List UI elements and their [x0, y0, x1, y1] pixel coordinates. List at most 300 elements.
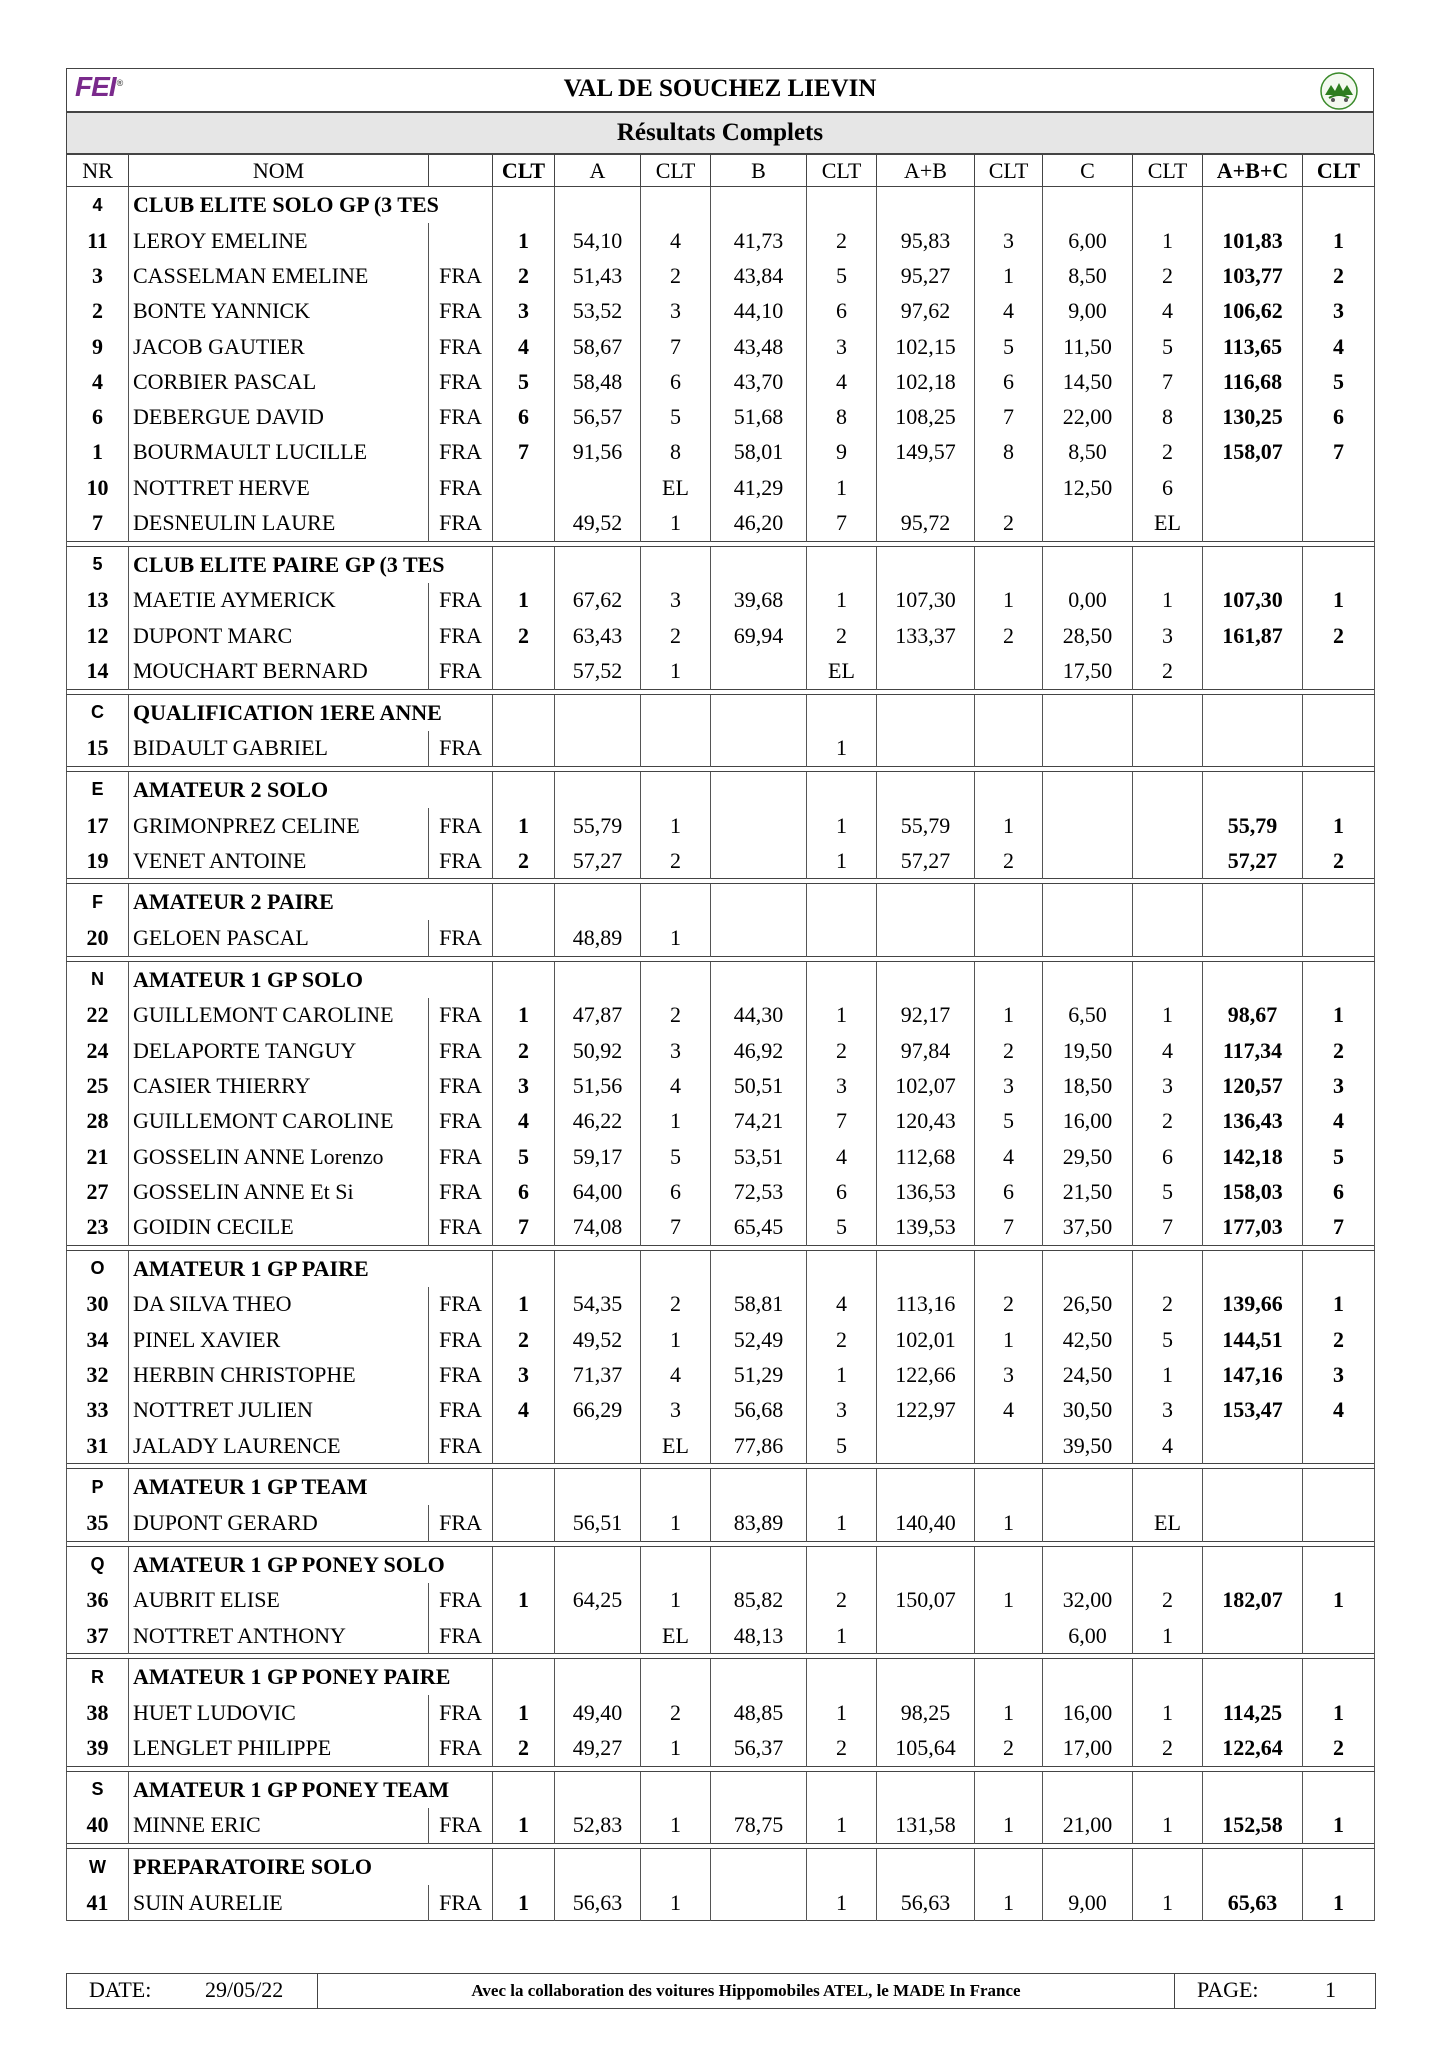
- cell-name: NOTTRET ANTHONY: [129, 1618, 429, 1654]
- empty-cell: [641, 1849, 711, 1886]
- cell-a: 56,57: [555, 399, 641, 434]
- group-code: R: [67, 1659, 129, 1696]
- empty-cell: [975, 1659, 1043, 1696]
- empty-cell: [1303, 1250, 1375, 1287]
- cell-clt-a: 4: [641, 223, 711, 258]
- cell-clt-ab: 3: [975, 1357, 1043, 1392]
- cell-clt-b: 3: [807, 1393, 877, 1428]
- cell-b: 83,89: [711, 1505, 807, 1541]
- empty-cell: [493, 694, 555, 731]
- cell-clt-b: 1: [807, 1885, 877, 1921]
- table-row: [67, 1104, 1375, 1139]
- cell-clt-b: 7: [807, 1104, 877, 1139]
- cell-c: [1043, 731, 1133, 767]
- table-row: [67, 1139, 1375, 1174]
- group-header-row: [67, 546, 1375, 583]
- cell-total: 139,66: [1203, 1287, 1303, 1322]
- cell-total: 152,58: [1203, 1808, 1303, 1844]
- cell-clt-total: 5: [1303, 1139, 1375, 1174]
- cell-clt-final: [493, 1428, 555, 1464]
- cell-clt-ab: 5: [975, 329, 1043, 364]
- empty-cell: [1203, 961, 1303, 998]
- table-row: [67, 653, 1375, 689]
- empty-cell: [1303, 961, 1375, 998]
- empty-cell: [877, 694, 975, 731]
- empty-cell: [877, 771, 975, 808]
- table-row: [67, 583, 1375, 618]
- cell-a-plus-b: 95,27: [877, 258, 975, 293]
- cell-clt-b: 5: [807, 1428, 877, 1464]
- cell-b: 46,92: [711, 1033, 807, 1068]
- group-header-row: [67, 1469, 1375, 1506]
- cell-clt-b: 1: [807, 808, 877, 843]
- empty-cell: [975, 1849, 1043, 1886]
- group-code: P: [67, 1469, 129, 1506]
- empty-cell: [493, 961, 555, 998]
- cell-clt-total: 1: [1303, 1583, 1375, 1618]
- cell-a: 56,63: [555, 1885, 641, 1921]
- group-name: CLUB ELITE PAIRE GP (3 TES: [129, 546, 493, 583]
- cell-nation: FRA: [429, 920, 493, 956]
- cell-a: [555, 1428, 641, 1464]
- cell-clt-ab: 1: [975, 583, 1043, 618]
- cell-clt-a: 6: [641, 364, 711, 399]
- cell-nation: FRA: [429, 505, 493, 541]
- cell-clt-total: [1303, 920, 1375, 956]
- cell-total: [1203, 505, 1303, 541]
- col-header-clt-total: CLT: [1303, 155, 1375, 187]
- col-header-nom: NOM: [129, 155, 429, 187]
- cell-clt-a: 1: [641, 1731, 711, 1767]
- cell-c: 29,50: [1043, 1139, 1133, 1174]
- cell-a-plus-b: 112,68: [877, 1139, 975, 1174]
- cell-clt-a: 1: [641, 1583, 711, 1618]
- cell-c: 30,50: [1043, 1393, 1133, 1428]
- cell-clt-c: 2: [1133, 1104, 1203, 1139]
- cell-clt-ab: 1: [975, 808, 1043, 843]
- cell-clt-total: 6: [1303, 399, 1375, 434]
- empty-cell: [877, 1546, 975, 1583]
- empty-cell: [975, 1250, 1043, 1287]
- cell-a: 58,48: [555, 364, 641, 399]
- cell-nation: FRA: [429, 1885, 493, 1921]
- cell-total: [1203, 1505, 1303, 1541]
- cell-clt-ab: 5: [975, 1104, 1043, 1139]
- cell-name: LENGLET PHILIPPE: [129, 1731, 429, 1767]
- cell-c: 9,00: [1043, 1885, 1133, 1921]
- cell-nation: FRA: [429, 1357, 493, 1392]
- cell-a: 64,25: [555, 1583, 641, 1618]
- table-row: [67, 1068, 1375, 1103]
- empty-cell: [641, 1771, 711, 1808]
- column-headers: [67, 155, 1375, 187]
- federation-emblem-icon: [1319, 71, 1359, 111]
- empty-cell: [555, 771, 641, 808]
- cell-clt-final: 5: [493, 364, 555, 399]
- cell-c: 6,00: [1043, 1618, 1133, 1654]
- cell-clt-a: 1: [641, 808, 711, 843]
- empty-cell: [493, 771, 555, 808]
- cell-clt-ab: [975, 1428, 1043, 1464]
- cell-clt-ab: 1: [975, 1505, 1043, 1541]
- empty-cell: [555, 1771, 641, 1808]
- cell-clt-final: [493, 1505, 555, 1541]
- group-name: AMATEUR 1 GP SOLO: [129, 961, 493, 998]
- cell-name: CASIER THIERRY: [129, 1068, 429, 1103]
- col-header-clt-ab: CLT: [975, 155, 1043, 187]
- cell-clt-b: 2: [807, 1033, 877, 1068]
- cell-name: NOTTRET HERVE: [129, 470, 429, 505]
- empty-cell: [1043, 771, 1133, 808]
- cell-clt-b: 2: [807, 1583, 877, 1618]
- cell-name: HERBIN CHRISTOPHE: [129, 1357, 429, 1392]
- cell-clt-b: 5: [807, 258, 877, 293]
- empty-cell: [711, 1250, 807, 1287]
- empty-cell: [493, 1469, 555, 1506]
- empty-cell: [711, 1546, 807, 1583]
- cell-a: 46,22: [555, 1104, 641, 1139]
- table-row: [67, 1808, 1375, 1844]
- cell-name: CORBIER PASCAL: [129, 364, 429, 399]
- cell-b: 48,13: [711, 1618, 807, 1654]
- col-header-total: A+B+C: [1203, 155, 1303, 187]
- empty-cell: [807, 1771, 877, 1808]
- cell-clt-ab: 1: [975, 258, 1043, 293]
- cell-clt-ab: 1: [975, 998, 1043, 1033]
- cell-clt-b: 1: [807, 1357, 877, 1392]
- group-code: F: [67, 884, 129, 921]
- col-header-c: C: [1043, 155, 1133, 187]
- empty-cell: [1203, 1546, 1303, 1583]
- group-code: C: [67, 694, 129, 731]
- cell-clt-c: [1133, 731, 1203, 767]
- cell-nr: 35: [67, 1505, 129, 1541]
- cell-clt-c: EL: [1133, 505, 1203, 541]
- cell-a-plus-b: 122,97: [877, 1393, 975, 1428]
- empty-cell: [877, 1771, 975, 1808]
- cell-c: 8,50: [1043, 258, 1133, 293]
- cell-total: 142,18: [1203, 1139, 1303, 1174]
- cell-name: CASSELMAN EMELINE: [129, 258, 429, 293]
- cell-c: 14,50: [1043, 364, 1133, 399]
- cell-nr: 7: [67, 505, 129, 541]
- date-label: DATE:: [89, 1977, 152, 2002]
- empty-cell: [877, 1849, 975, 1886]
- cell-a-plus-b: 95,83: [877, 223, 975, 258]
- empty-cell: [877, 1469, 975, 1506]
- cell-clt-total: 1: [1303, 1287, 1375, 1322]
- empty-cell: [1043, 187, 1133, 224]
- empty-cell: [493, 1849, 555, 1886]
- cell-nr: 11: [67, 223, 129, 258]
- cell-nr: 28: [67, 1104, 129, 1139]
- table-row: [67, 470, 1375, 505]
- cell-total: [1203, 470, 1303, 505]
- cell-clt-ab: 1: [975, 1695, 1043, 1730]
- cell-a: 64,00: [555, 1174, 641, 1209]
- cell-nr: 9: [67, 329, 129, 364]
- cell-clt-total: 4: [1303, 1393, 1375, 1428]
- empty-cell: [711, 1659, 807, 1696]
- cell-clt-a: EL: [641, 1618, 711, 1654]
- empty-cell: [877, 884, 975, 921]
- cell-clt-total: 1: [1303, 583, 1375, 618]
- group-code: Q: [67, 1546, 129, 1583]
- empty-cell: [493, 187, 555, 224]
- cell-clt-ab: 1: [975, 1885, 1043, 1921]
- empty-cell: [493, 1250, 555, 1287]
- footer-date: [67, 1974, 318, 2008]
- cell-a-plus-b: 140,40: [877, 1505, 975, 1541]
- cell-c: 18,50: [1043, 1068, 1133, 1103]
- cell-a: 55,79: [555, 808, 641, 843]
- cell-clt-ab: [975, 731, 1043, 767]
- cell-clt-ab: 2: [975, 618, 1043, 653]
- empty-cell: [807, 187, 877, 224]
- empty-cell: [1303, 1849, 1375, 1886]
- cell-clt-a: 1: [641, 1322, 711, 1357]
- cell-clt-a: 3: [641, 294, 711, 329]
- empty-cell: [555, 1659, 641, 1696]
- empty-cell: [641, 884, 711, 921]
- cell-name: GOSSELIN ANNE Et Si: [129, 1174, 429, 1209]
- cell-c: 21,50: [1043, 1174, 1133, 1209]
- cell-total: 114,25: [1203, 1695, 1303, 1730]
- cell-name: PINEL XAVIER: [129, 1322, 429, 1357]
- cell-clt-final: 6: [493, 399, 555, 434]
- cell-name: GOIDIN CECILE: [129, 1210, 429, 1246]
- cell-c: 26,50: [1043, 1287, 1133, 1322]
- cell-c: 6,50: [1043, 998, 1133, 1033]
- cell-c: 22,00: [1043, 399, 1133, 434]
- cell-nr: 39: [67, 1731, 129, 1767]
- cell-a: [555, 470, 641, 505]
- cell-nr: 12: [67, 618, 129, 653]
- footer-note: Avec la collaboration des voitures Hippomobiles ATEL, le MADE In France: [471, 1981, 1021, 2000]
- cell-clt-total: 2: [1303, 843, 1375, 879]
- empty-cell: [555, 1546, 641, 1583]
- cell-name: JACOB GAUTIER: [129, 329, 429, 364]
- cell-b: [711, 653, 807, 689]
- table-row: [67, 294, 1375, 329]
- empty-cell: [1043, 694, 1133, 731]
- cell-clt-a: 2: [641, 618, 711, 653]
- empty-cell: [641, 546, 711, 583]
- cell-a-plus-b: 149,57: [877, 435, 975, 470]
- cell-a-plus-b: [877, 470, 975, 505]
- cell-total: 98,67: [1203, 998, 1303, 1033]
- cell-a-plus-b: 120,43: [877, 1104, 975, 1139]
- empty-cell: [975, 1469, 1043, 1506]
- cell-clt-final: [493, 505, 555, 541]
- empty-cell: [975, 546, 1043, 583]
- cell-a: 91,56: [555, 435, 641, 470]
- group-name: AMATEUR 1 GP PONEY TEAM: [129, 1771, 493, 1808]
- empty-cell: [1303, 1659, 1375, 1696]
- cell-nr: 20: [67, 920, 129, 956]
- empty-cell: [1043, 1469, 1133, 1506]
- cell-clt-ab: 4: [975, 1393, 1043, 1428]
- col-header-nation: [429, 155, 493, 187]
- empty-cell: [1043, 1659, 1133, 1696]
- page-label: PAGE:: [1197, 1977, 1259, 2002]
- col-header-clt-b: CLT: [807, 155, 877, 187]
- cell-clt-a: 1: [641, 1885, 711, 1921]
- empty-cell: [1303, 1469, 1375, 1506]
- cell-a: 47,87: [555, 998, 641, 1033]
- cell-nation: FRA: [429, 258, 493, 293]
- cell-clt-c: 2: [1133, 258, 1203, 293]
- cell-name: BOURMAULT LUCILLE: [129, 435, 429, 470]
- cell-clt-ab: 2: [975, 1287, 1043, 1322]
- cell-clt-ab: 2: [975, 505, 1043, 541]
- cell-clt-b: 2: [807, 1322, 877, 1357]
- cell-clt-c: 1: [1133, 1885, 1203, 1921]
- cell-total: 147,16: [1203, 1357, 1303, 1392]
- cell-clt-c: 2: [1133, 653, 1203, 689]
- cell-total: 182,07: [1203, 1583, 1303, 1618]
- cell-clt-ab: [975, 470, 1043, 505]
- cell-nr: 34: [67, 1322, 129, 1357]
- empty-cell: [1203, 546, 1303, 583]
- cell-clt-a: 6: [641, 1174, 711, 1209]
- cell-clt-a: 1: [641, 653, 711, 689]
- empty-cell: [975, 187, 1043, 224]
- cell-nr: 37: [67, 1618, 129, 1654]
- cell-clt-total: 2: [1303, 1033, 1375, 1068]
- cell-b: 43,84: [711, 258, 807, 293]
- empty-cell: [493, 1659, 555, 1696]
- table-row: [67, 1174, 1375, 1209]
- cell-c: [1043, 920, 1133, 956]
- empty-cell: [555, 546, 641, 583]
- cell-nation: FRA: [429, 1322, 493, 1357]
- cell-clt-ab: [975, 920, 1043, 956]
- cell-b: 44,10: [711, 294, 807, 329]
- group-header-row: [67, 187, 1375, 224]
- cell-name: GELOEN PASCAL: [129, 920, 429, 956]
- cell-a: 67,62: [555, 583, 641, 618]
- cell-name: DESNEULIN LAURE: [129, 505, 429, 541]
- cell-clt-total: 1: [1303, 223, 1375, 258]
- cell-c: 0,00: [1043, 583, 1133, 618]
- cell-clt-a: 1: [641, 1104, 711, 1139]
- empty-cell: [493, 1771, 555, 1808]
- cell-total: 65,63: [1203, 1885, 1303, 1921]
- col-header-clt-a: CLT: [641, 155, 711, 187]
- cell-clt-ab: [975, 1618, 1043, 1654]
- cell-clt-total: [1303, 1618, 1375, 1654]
- cell-b: 74,21: [711, 1104, 807, 1139]
- cell-clt-c: 2: [1133, 1287, 1203, 1322]
- cell-clt-total: 2: [1303, 1322, 1375, 1357]
- cell-nr: 2: [67, 294, 129, 329]
- cell-name: BIDAULT GABRIEL: [129, 731, 429, 767]
- cell-clt-b: 1: [807, 1808, 877, 1844]
- cell-clt-final: [493, 653, 555, 689]
- table-row: [67, 731, 1375, 767]
- results-body: [67, 187, 1375, 1921]
- empty-cell: [877, 1659, 975, 1696]
- cell-clt-total: 3: [1303, 1357, 1375, 1392]
- cell-clt-final: [493, 731, 555, 767]
- empty-cell: [1133, 546, 1203, 583]
- cell-clt-total: 1: [1303, 1885, 1375, 1921]
- table-row: [67, 1428, 1375, 1464]
- empty-cell: [1133, 1469, 1203, 1506]
- cell-name: NOTTRET JULIEN: [129, 1393, 429, 1428]
- cell-clt-total: 2: [1303, 1731, 1375, 1767]
- cell-a-plus-b: [877, 1428, 975, 1464]
- cell-a-plus-b: 98,25: [877, 1695, 975, 1730]
- cell-clt-c: 2: [1133, 1583, 1203, 1618]
- cell-total: 101,83: [1203, 223, 1303, 258]
- cell-c: [1043, 505, 1133, 541]
- cell-a: [555, 731, 641, 767]
- group-name: AMATEUR 2 SOLO: [129, 771, 493, 808]
- cell-nation: FRA: [429, 435, 493, 470]
- cell-total: 55,79: [1203, 808, 1303, 843]
- table-row: [67, 364, 1375, 399]
- group-code: O: [67, 1250, 129, 1287]
- cell-nr: 24: [67, 1033, 129, 1068]
- cell-clt-c: [1133, 920, 1203, 956]
- cell-b: 72,53: [711, 1174, 807, 1209]
- cell-nation: FRA: [429, 1174, 493, 1209]
- cell-clt-final: 1: [493, 1287, 555, 1322]
- cell-clt-c: 6: [1133, 470, 1203, 505]
- group-name: AMATEUR 2 PAIRE: [129, 884, 493, 921]
- cell-c: 21,00: [1043, 1808, 1133, 1844]
- table-row: [67, 329, 1375, 364]
- empty-cell: [1303, 1546, 1375, 1583]
- cell-clt-c: 4: [1133, 1033, 1203, 1068]
- cell-total: [1203, 731, 1303, 767]
- cell-nr: 36: [67, 1583, 129, 1618]
- cell-name: GRIMONPREZ CELINE: [129, 808, 429, 843]
- empty-cell: [1303, 1771, 1375, 1808]
- cell-clt-total: 2: [1303, 258, 1375, 293]
- cell-clt-a: 2: [641, 843, 711, 879]
- cell-c: [1043, 843, 1133, 879]
- cell-b: 69,94: [711, 618, 807, 653]
- empty-cell: [1043, 884, 1133, 921]
- cell-total: 136,43: [1203, 1104, 1303, 1139]
- cell-a-plus-b: 102,18: [877, 364, 975, 399]
- cell-total: 116,68: [1203, 364, 1303, 399]
- cell-nation: FRA: [429, 998, 493, 1033]
- cell-nation: FRA: [429, 1731, 493, 1767]
- cell-clt-a: 3: [641, 1033, 711, 1068]
- cell-b: 43,48: [711, 329, 807, 364]
- cell-clt-b: 1: [807, 583, 877, 618]
- cell-total: 106,62: [1203, 294, 1303, 329]
- cell-a-plus-b: [877, 731, 975, 767]
- cell-a: 56,51: [555, 1505, 641, 1541]
- empty-cell: [711, 694, 807, 731]
- cell-clt-c: 1: [1133, 1808, 1203, 1844]
- table-row: [67, 1287, 1375, 1322]
- cell-name: DELAPORTE TANGUY: [129, 1033, 429, 1068]
- cell-clt-total: 3: [1303, 294, 1375, 329]
- empty-cell: [807, 961, 877, 998]
- empty-cell: [711, 961, 807, 998]
- cell-nr: 23: [67, 1210, 129, 1246]
- cell-name: SUIN AURELIE: [129, 1885, 429, 1921]
- cell-clt-a: EL: [641, 470, 711, 505]
- empty-cell: [1043, 1546, 1133, 1583]
- cell-a-plus-b: 136,53: [877, 1174, 975, 1209]
